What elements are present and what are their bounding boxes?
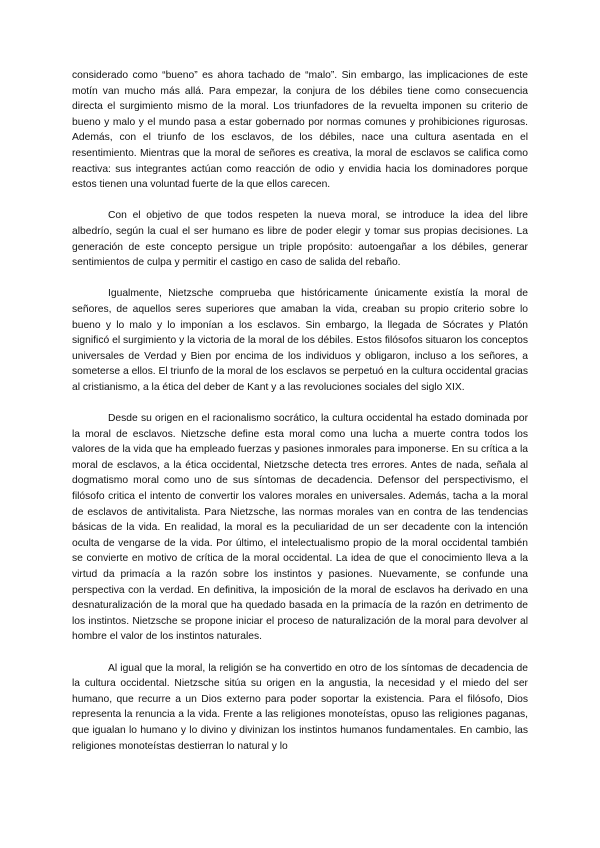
- paragraph-3: Igualmente, Nietzsche comprueba que históricamente únicamente existía la moral de señores, de aquellos seres superiores que amaban la vida, creaban su propio criterio sobre lo bueno y lo malo y lo imponían a los esclavos. Sin embargo, la llegada de Sócrates y Platón significó el surgimiento y la victoria de la moral de los débiles. Estos filósofos situaron los conceptos universales de Verdad y Bien por encima de los individuos y obligaron, incluso a los señores, a someterse a ellos. El triunfo de la moral de los esclavos se perpetuó en la cultura occidental gracias al cristianismo, a la ética del deber de Kant y a las revoluciones sociales del siglo XIX.: [72, 288, 528, 393]
- paragraph-2: Con el objetivo de que todos respeten la nueva moral, se introduce la idea del libre albedrío, según la cual el ser humano es libre de poder elegir y tomar sus propias decisiones. La generación de este concepto persigue un triple propósito: autoengañar a los débiles, generar sentimientos de culpa y permitir el castigo en caso de salida del rebaño.: [72, 210, 528, 269]
- paragraph-1: considerado como “bueno” es ahora tachado de “malo”. Sin embargo, las implicaciones de este motín van mucho más allá. Para empezar, la conjura de los débiles tiene como consecuencia directa el surgimiento mismo de la moral. Los triunfadores de la revuelta imponen su criterio de bueno y malo y el mundo pasa a estar gobernado por normas comunes y prohibiciones rigurosas. Además, con el triunfo de los esclavos, de los débiles, nace una cultura asentada en el resentimiento. Mientras que la moral de señores es creativa, la moral de esclavos se califica como reactiva: sus integrantes actúan como reacción de odio y envidia hacia los dominadores porque estos tienen una voluntad fuerte de la que ellos carecen.: [72, 70, 528, 191]
- paragraph-5: Al igual que la moral, la religión se ha convertido en otro de los síntomas de decadencia de la cultura occidental. Nietzsche sitúa su origen en la angustia, la necesidad y el miedo del ser humano, que recurre a un Dios externo para poder soportar la existencia. Para el filósofo, Dios representa la renuncia a la vida. Frente a las religiones monoteístas, opuso las religiones paganas, que igualan lo humano y lo divino y divinizan los instintos humanos fundamentales. En cambio, las religiones monoteístas destierran lo natural y lo: [72, 662, 528, 752]
- document-body: [72, 68, 528, 770]
- paragraph-4: Desde su origen en el racionalismo socrático, la cultura occidental ha estado dominada por la moral de esclavos. Nietzsche define esta moral como una lucha a muerte contra todos los valores de la vida que ha empleado fuerzas y pasiones inmorales para imponerse. En su crítica a la moral de esclavos, a la ética occidental, Nietzsche detecta tres errores. Antes de nada, señala al dogmatismo moral como uno de sus síntomas de decadencia. Defensor del perspectivismo, el filósofo critica el intento de convertir los valores morales en universales. Además, tacha a la moral de esclavos de antivitalista. Para Nietzsche, las normas morales van en contra de las tendencias básicas de la vida. En realidad, la moral es la peculiaridad de un ser decadente con la intención oculta de vengarse de la vida. Por último, el intelectualismo propio de la moral occidental también se convierte en motivo de crítica de la moral occidental. La idea de que el conocimiento lleva a la virtud da primacía a la razón sobre los instintos y pasiones. Nuevamente, se confunde una perspectiva con la verdad. En definitiva, la imposición de la moral de esclavos ha derivado en una desnaturalización de la moral que ha quedado basada en la primacía de la razón en detrimento de los instintos. Nietzsche se propone iniciar el proceso de naturalización de la moral para devolver al hombre el valor de los instintos naturales.: [72, 413, 528, 643]
